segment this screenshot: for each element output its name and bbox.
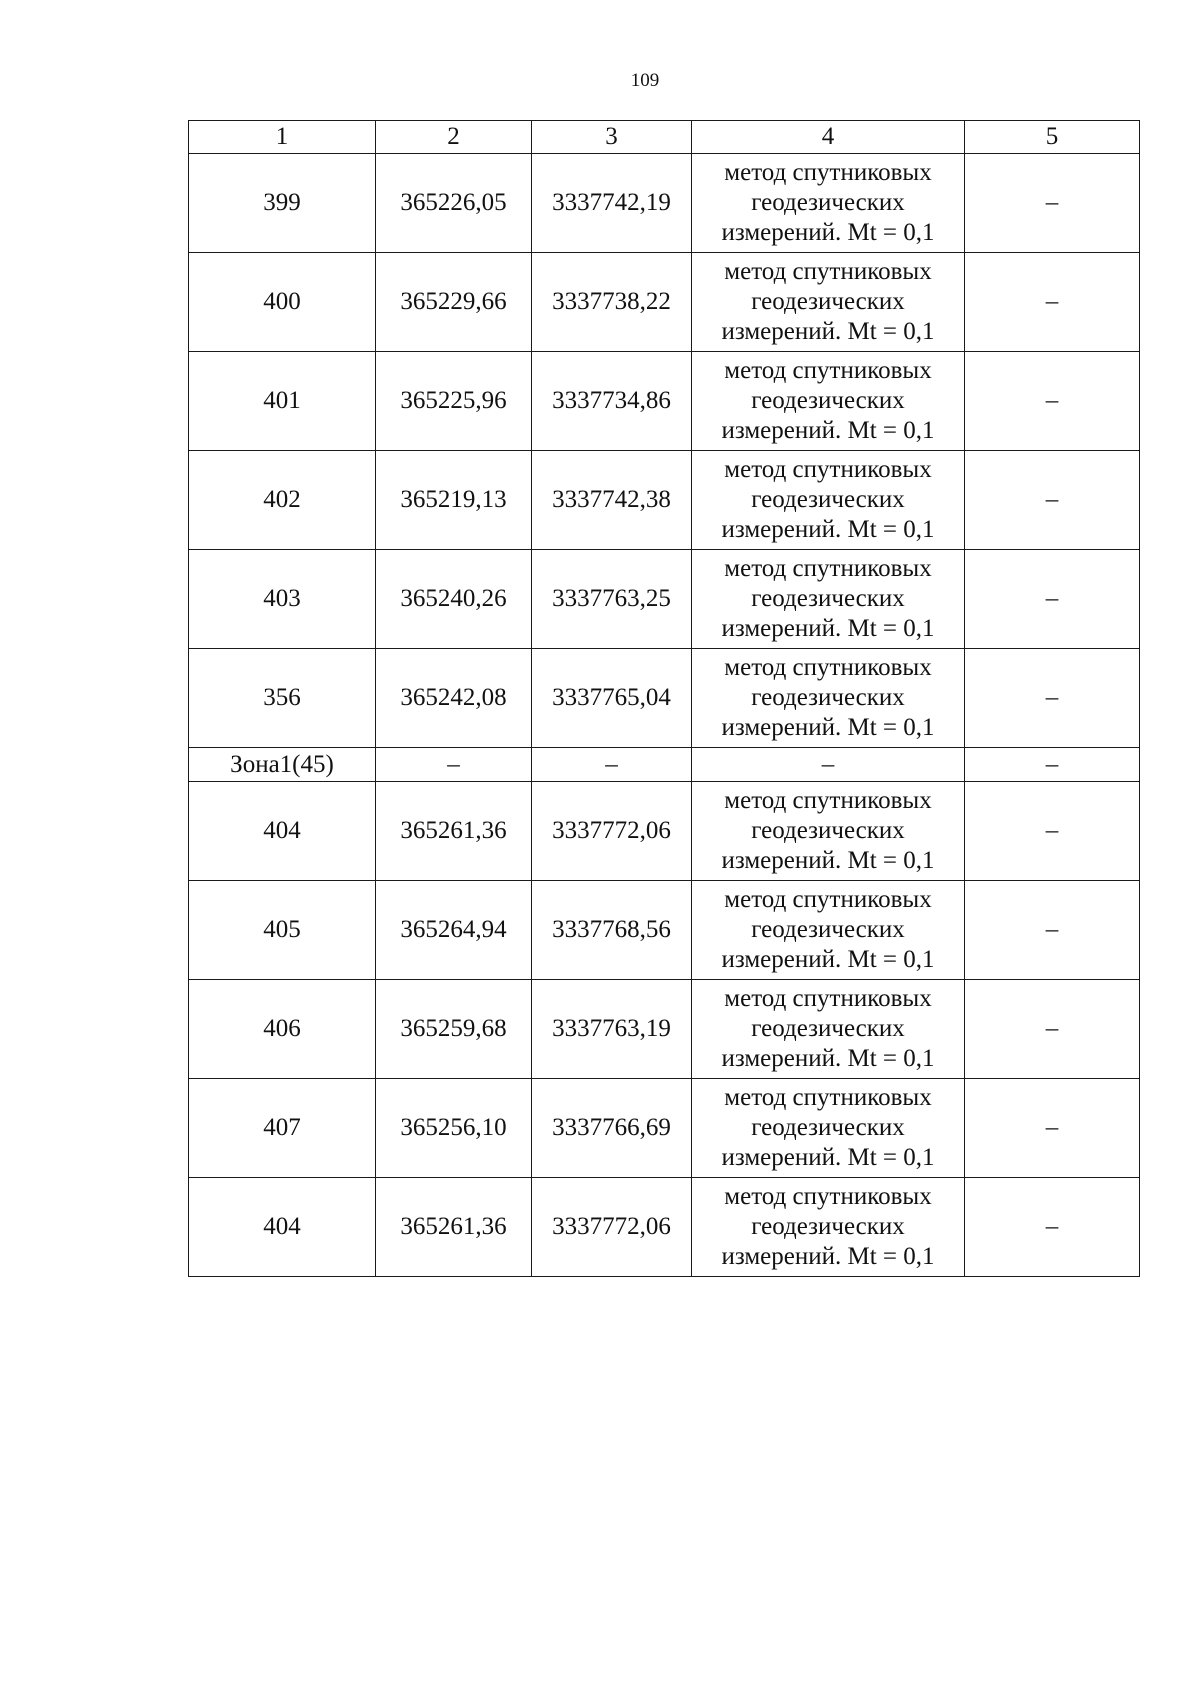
method-line: геодезических [751,585,905,612]
table-row [189,649,1140,748]
point-number-cell: 405 [189,881,376,980]
point-number-cell: 403 [189,550,376,649]
method-line: – [821,750,835,778]
point-number-cell: 404 [189,1178,376,1277]
x-coordinate-cell: 365256,10 [376,1079,532,1178]
header-cell: 4 [692,121,965,154]
table-row [189,352,1140,451]
header-cell: 2 [376,121,532,154]
col5-cell: – [965,253,1140,352]
method-line: геодезических [751,288,905,315]
method-line: измерений. Mt = 0,1 [721,946,935,973]
point-number-cell: 356 [189,649,376,748]
method-cell [692,782,965,881]
method-line: геодезических [751,387,905,414]
table-row [189,1079,1140,1178]
method-line: геодезических [751,1114,905,1141]
col5-cell: – [965,451,1140,550]
table-row [189,154,1140,253]
method-line: метод спутниковых [724,1183,932,1210]
method-line: измерений. Mt = 0,1 [721,1243,935,1270]
table-row [189,980,1140,1079]
x-coordinate-cell: – [376,748,532,782]
x-coordinate-cell: 365261,36 [376,782,532,881]
method-line: метод спутниковых [724,1084,932,1111]
header-cell: 3 [532,121,692,154]
point-number-cell: 402 [189,451,376,550]
method-line: метод спутниковых [724,654,932,681]
method-line: метод спутниковых [724,456,932,483]
x-coordinate-cell: 365242,08 [376,649,532,748]
point-number-cell: 407 [189,1079,376,1178]
y-coordinate-cell: 3337772,06 [532,1178,692,1277]
method-line: геодезических [751,1213,905,1240]
method-cell [692,352,965,451]
y-coordinate-cell: 3337742,19 [532,154,692,253]
method-line: метод спутниковых [724,555,932,582]
method-cell [692,550,965,649]
col5-cell: – [965,782,1140,881]
y-coordinate-cell: 3337734,86 [532,352,692,451]
header-cell: 1 [189,121,376,154]
header-cell: 5 [965,121,1140,154]
method-cell [692,154,965,253]
coordinates-table [188,120,1140,1277]
method-line: измерений. Mt = 0,1 [721,318,935,345]
method-line: измерений. Mt = 0,1 [721,615,935,642]
y-coordinate-cell: 3337763,25 [532,550,692,649]
point-number-cell: 404 [189,782,376,881]
x-coordinate-cell: 365229,66 [376,253,532,352]
table-row [189,881,1140,980]
col5-cell: – [965,649,1140,748]
x-coordinate-cell: 365225,96 [376,352,532,451]
col5-cell: – [965,980,1140,1079]
table-row [189,550,1140,649]
method-cell [692,881,965,980]
method-line: метод спутниковых [724,985,932,1012]
method-line: геодезических [751,1015,905,1042]
table-row [189,253,1140,352]
y-coordinate-cell: – [532,748,692,782]
y-coordinate-cell: 3337763,19 [532,980,692,1079]
method-cell [692,253,965,352]
x-coordinate-cell: 365264,94 [376,881,532,980]
x-coordinate-cell: 365219,13 [376,451,532,550]
col5-cell: – [965,154,1140,253]
table-row [189,1178,1140,1277]
table-header-row [189,121,1140,154]
method-line: метод спутниковых [724,787,932,814]
method-cell [692,980,965,1079]
method-line: измерений. Mt = 0,1 [721,847,935,874]
method-cell [692,451,965,550]
method-line: измерений. Mt = 0,1 [721,714,935,741]
table-row [189,782,1140,881]
method-line: метод спутниковых [724,159,932,186]
table-row [189,451,1140,550]
method-line: геодезических [751,817,905,844]
method-line: геодезических [751,486,905,513]
col5-cell: – [965,352,1140,451]
method-line: измерений. Mt = 0,1 [721,1045,935,1072]
method-line: метод спутниковых [724,886,932,913]
point-number-cell: 406 [189,980,376,1079]
method-line: измерений. Mt = 0,1 [721,417,935,444]
page-number: 109 [630,70,660,91]
y-coordinate-cell: 3337742,38 [532,451,692,550]
x-coordinate-cell: 365226,05 [376,154,532,253]
col5-cell: – [965,881,1140,980]
y-coordinate-cell: 3337766,69 [532,1079,692,1178]
point-number-cell: Зона1(45) [189,748,376,782]
method-cell [692,649,965,748]
col5-cell: – [965,1178,1140,1277]
y-coordinate-cell: 3337765,04 [532,649,692,748]
x-coordinate-cell: 365261,36 [376,1178,532,1277]
method-line: геодезических [751,916,905,943]
method-line: геодезических [751,684,905,711]
x-coordinate-cell: 365240,26 [376,550,532,649]
col5-cell: – [965,550,1140,649]
col5-cell: – [965,1079,1140,1178]
point-number-cell: 400 [189,253,376,352]
method-line: геодезических [751,189,905,216]
method-cell [692,1178,965,1277]
point-number-cell: 401 [189,352,376,451]
method-line: измерений. Mt = 0,1 [721,219,935,246]
method-line: метод спутниковых [724,357,932,384]
method-cell [692,1079,965,1178]
zone-row [189,748,1140,782]
col5-cell: – [965,748,1140,782]
method-line: метод спутниковых [724,258,932,285]
y-coordinate-cell: 3337738,22 [532,253,692,352]
y-coordinate-cell: 3337772,06 [532,782,692,881]
method-line: измерений. Mt = 0,1 [721,1144,935,1171]
x-coordinate-cell: 365259,68 [376,980,532,1079]
method-cell [692,748,965,782]
y-coordinate-cell: 3337768,56 [532,881,692,980]
method-line: измерений. Mt = 0,1 [721,516,935,543]
table-body [189,121,1140,1277]
point-number-cell: 399 [189,154,376,253]
